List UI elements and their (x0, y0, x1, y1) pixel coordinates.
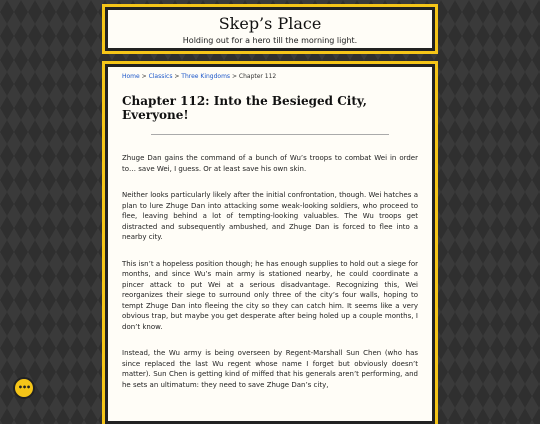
site-header (105, 7, 435, 51)
title-divider (151, 134, 389, 135)
article-container (105, 64, 435, 424)
site-title[interactable]: Skep’s Place (218, 14, 322, 33)
breadcrumb (122, 73, 418, 80)
breadcrumb-separator: > (139, 73, 149, 80)
breadcrumb-current: Chapter 112 (238, 73, 277, 80)
site-tagline: Holding out for a hero till the morning light. (182, 36, 358, 45)
breadcrumb-classics-link[interactable]: Classics (148, 73, 173, 80)
more-icon: ••• (17, 383, 31, 392)
breadcrumb-separator: > (230, 73, 239, 80)
breadcrumb-separator: > (172, 73, 182, 80)
article-paragraph: This isn’t a hopeless position though; he has enough supplies to hold out a siege for months, and since Wu’s main army is stationed nearby, he could coordinate a pincer attack to put Wei at a serious disadvantage. Recognizing this, Wei reorganizes their siege to surround only three of the city’s four walls, hoping to tempt Zhuge Dan into fleeing the city so they can catch him. It seems like a very obvious trap, but maybe you get desperate after being holed up a couple months, I don’t know. (122, 259, 418, 331)
more-options-button[interactable] (13, 377, 35, 399)
article-paragraph: Zhuge Dan gains the command of a bunch of Wu’s troops to combat Wei in order to… save Wei, I guess. Or at least save his own skin. (122, 154, 418, 173)
breadcrumb-home-link[interactable]: Home (122, 73, 140, 80)
breadcrumb-three-kingdoms-link[interactable]: Three Kingdoms (181, 73, 231, 80)
article-paragraph: Instead, the Wu army is being overseen by Regent-Marshall Sun Chen (who has since replaced the last Wu regent whose name I forget but obviously doesn’t matter). Sun Chen is getting kind of miffed that his generals aren’t performing, and he sets an ultimatum: they need to save Zhuge Dan’s city, (122, 349, 418, 389)
article-paragraph: Neither looks particularly likely after the initial confrontation, though. Wei hatches a plan to lure Zhuge Dan into attacking some weak-looking soldiers, who proceed to flee, leaving behind a lot of tempting-looking valuables. The Wu troops get distracted and subsequently ambushed, and Zhuge Dan is forced to flee into a nearby city. (122, 191, 418, 241)
article-title: Chapter 112: Into the Besieged City, Everyone! (122, 94, 367, 122)
